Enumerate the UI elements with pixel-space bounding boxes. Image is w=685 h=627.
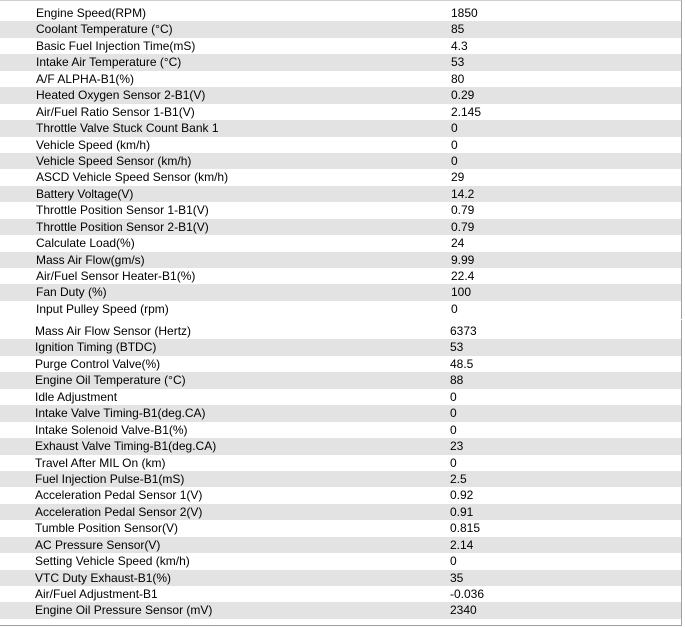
sensor-value: 88	[450, 373, 464, 388]
sensor-value: 0.79	[451, 219, 475, 234]
sensor-name: Vehicle Speed (km/h)	[36, 137, 151, 152]
sensor-name: Tumble Position Sensor(V)	[35, 521, 178, 536]
sensor-row[interactable]	[0, 71, 681, 87]
sensor-value: 0	[451, 121, 458, 136]
sensor-row[interactable]	[0, 186, 681, 202]
sensor-value: 24	[451, 236, 465, 251]
sensor-value: 2.145	[451, 104, 482, 119]
sensor-row[interactable]	[0, 570, 681, 586]
sensor-value: 0.92	[450, 488, 474, 503]
sensor-row[interactable]	[0, 438, 681, 454]
sensor-value: 9.99	[451, 252, 475, 267]
sensor-value: 0.91	[450, 504, 474, 519]
sensor-name: Ignition Timing (BTDC)	[35, 340, 157, 355]
sensor-value: 2.5	[450, 471, 467, 486]
sensor-name: Throttle Position Sensor 1-B1(V)	[36, 203, 209, 218]
sensor-value: 48.5	[450, 356, 474, 371]
sensor-name: Basic Fuel Injection Time(mS)	[36, 38, 196, 53]
sensor-row[interactable]	[0, 389, 681, 405]
sensor-name: Acceleration Pedal Sensor 2(V)	[35, 504, 203, 519]
sensor-name: Purge Control Valve(%)	[35, 356, 161, 371]
sensor-value: 53	[450, 340, 464, 355]
sensor-name: Air/Fuel Adjustment-B1	[35, 587, 158, 601]
sensor-name: Heated Oxygen Sensor 2-B1(V)	[36, 88, 206, 103]
sensor-name: ASCD Vehicle Speed Sensor (km/h)	[36, 170, 229, 185]
sensor-value: 0.79	[451, 203, 475, 218]
sensor-row[interactable]	[0, 137, 681, 153]
sensor-name: Throttle Position Sensor 2-B1(V)	[36, 219, 209, 234]
sensor-name: Intake Air Temperature (°C)	[36, 55, 182, 70]
sensor-value: 22.4	[451, 269, 475, 283]
sensor-value: 6373	[450, 324, 477, 338]
sensor-value: 1850	[451, 6, 478, 20]
sensor-row[interactable]	[0, 252, 681, 268]
sensor-name: Fuel Injection Pulse-B1(mS)	[35, 471, 185, 486]
sensor-name: Air/Fuel Sensor Heater-B1(%)	[36, 269, 196, 283]
sensor-name: Coolant Temperature (°C)	[36, 22, 173, 37]
sensor-value: -0.036	[450, 587, 485, 601]
sensor-name: VTC Duty Exhaust-B1(%)	[35, 570, 172, 585]
sensor-value: 2340	[450, 603, 477, 618]
sensor-name: Mass Air Flow(gm/s)	[36, 252, 145, 267]
sensor-value: 0	[451, 137, 458, 152]
sensor-value: 14.2	[451, 186, 475, 201]
sensor-name: Battery Voltage(V)	[36, 186, 134, 201]
sensor-name: Idle Adjustment	[35, 389, 118, 404]
sensor-name: Air/Fuel Ratio Sensor 1-B1(V)	[36, 104, 195, 119]
sensor-row[interactable]	[0, 553, 681, 569]
sensor-value: 0	[450, 406, 457, 421]
sensor-name: Engine Oil Temperature (°C)	[35, 373, 186, 388]
sensor-name: A/F ALPHA-B1(%)	[36, 71, 135, 86]
sensor-rows-bottom	[0, 323, 681, 619]
sensor-row[interactable]	[0, 219, 681, 235]
sensor-row[interactable]	[0, 487, 681, 503]
sensor-value: 4.3	[451, 38, 468, 53]
sensor-row[interactable]	[0, 586, 681, 602]
sensor-value: 100	[451, 285, 472, 300]
sensor-row[interactable]	[0, 104, 681, 120]
sensor-value: 29	[451, 170, 465, 185]
sensor-name: Calculate Load(%)	[36, 236, 135, 251]
sensor-value: 0	[451, 153, 458, 168]
sensor-row[interactable]	[0, 54, 681, 70]
sensor-row[interactable]	[0, 5, 681, 21]
sensor-rows-top	[0, 5, 681, 317]
sensor-value: 2.14	[450, 537, 474, 552]
sensor-name: Travel After MIL On (km)	[35, 455, 166, 470]
sensor-row[interactable]	[0, 235, 681, 251]
sensor-row[interactable]	[0, 405, 681, 421]
sensor-row[interactable]	[0, 301, 681, 317]
sensor-name: Intake Solenoid Valve-B1(%)	[35, 422, 188, 437]
sensor-value: 85	[451, 22, 465, 37]
sensor-row[interactable]	[0, 537, 681, 553]
sensor-value: 80	[451, 71, 465, 86]
sensor-row[interactable]	[0, 323, 681, 339]
sensor-row[interactable]	[0, 87, 681, 103]
sensor-name: Setting Vehicle Speed (km/h)	[35, 554, 190, 569]
sensor-value: 0	[451, 301, 458, 316]
sensor-row[interactable]	[0, 471, 681, 487]
sensor-value: 0	[450, 554, 457, 569]
sensor-value: 53	[451, 55, 465, 70]
sensor-name: Engine Oil Pressure Sensor (mV)	[35, 603, 213, 618]
sensor-name: Fan Duty (%)	[36, 285, 107, 300]
sensor-row[interactable]	[0, 38, 681, 54]
sensor-row[interactable]	[0, 422, 681, 438]
sensor-row[interactable]	[0, 202, 681, 218]
sensor-row[interactable]	[0, 284, 681, 300]
sensor-value: 0	[450, 422, 457, 437]
sensor-value: 0	[450, 455, 457, 470]
sensor-name: Input Pulley Speed (rpm)	[36, 301, 169, 316]
sensor-list-bottom	[0, 320, 682, 626]
sensor-row[interactable]	[0, 339, 681, 355]
sensor-name: Engine Speed(RPM)	[36, 6, 147, 20]
sensor-value: 23	[450, 439, 464, 454]
sensor-row[interactable]	[0, 169, 681, 185]
sensor-name: Mass Air Flow Sensor (Hertz)	[35, 324, 192, 338]
sensor-row[interactable]	[0, 372, 681, 388]
sensor-row[interactable]	[0, 356, 681, 372]
sensor-row[interactable]	[0, 520, 681, 536]
sensor-row[interactable]	[0, 21, 681, 37]
sensor-name: Intake Valve Timing-B1(deg.CA)	[35, 406, 206, 421]
sensor-name: AC Pressure Sensor(V)	[35, 537, 161, 552]
sensor-row[interactable]	[0, 268, 681, 284]
sensor-value: 0.29	[451, 88, 475, 103]
sensor-row[interactable]	[0, 120, 681, 136]
sensor-name: Exhaust Valve Timing-B1(deg.CA)	[35, 439, 217, 454]
sensor-row[interactable]	[0, 153, 681, 169]
sensor-value: 0.815	[450, 521, 481, 536]
sensor-row[interactable]	[0, 455, 681, 471]
sensor-row[interactable]	[0, 602, 681, 618]
sensor-row[interactable]	[0, 504, 681, 520]
sensor-value: 35	[450, 570, 464, 585]
sensor-name: Acceleration Pedal Sensor 1(V)	[35, 488, 203, 503]
sensor-name: Vehicle Speed Sensor (km/h)	[36, 153, 192, 168]
sensor-value: 0	[450, 389, 457, 404]
sensor-name: Throttle Valve Stuck Count Bank 1	[36, 121, 219, 136]
